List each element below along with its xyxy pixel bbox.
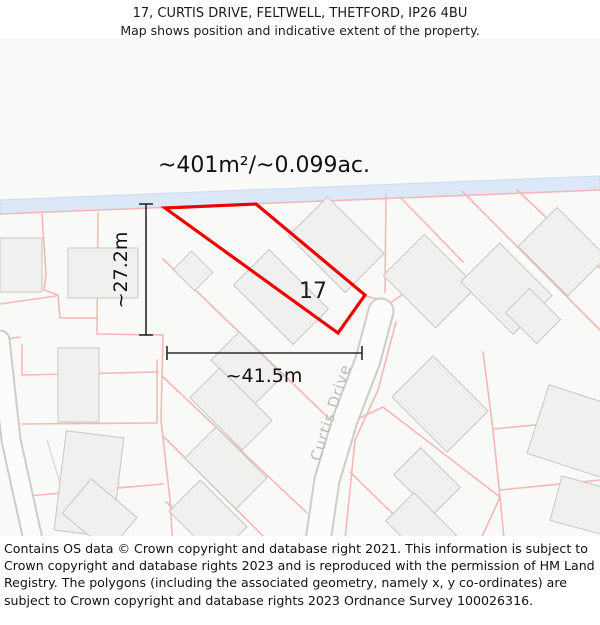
page-title: 17, CURTIS DRIVE, FELTWELL, THETFORD, IP26 4BU: [132, 6, 468, 21]
page-subtitle: Map shows position and indicative extent of the property.: [120, 23, 480, 38]
road-band: [0, 176, 600, 214]
plot-number-label: 17: [299, 279, 327, 304]
copyright-text: Contains OS data © Crown copyright and database right 2021. This information is subject to Crown copyright and database rights 2023 and is reproduced with the permission of HM Land Registry. The polygons (including the associated geometry, namely x, y co-ordinates) are subject to Crown copyright and database rights 2023 Ordnance Survey 100026316.: [4, 541, 595, 608]
report-header: [0, 0, 600, 39]
map-canvas: [0, 39, 600, 536]
width-dimension-label: ~41.5m: [225, 365, 303, 387]
map-container: [0, 39, 600, 536]
height-dimension: [110, 204, 153, 335]
copyright-footer: [0, 536, 600, 625]
height-dimension-label: ~27.2m: [110, 231, 132, 309]
area-label: ~401m²/~0.099ac.: [157, 153, 371, 178]
street-name-label: Curtis Drive: [306, 361, 355, 464]
road-bottom-left: [0, 340, 38, 536]
